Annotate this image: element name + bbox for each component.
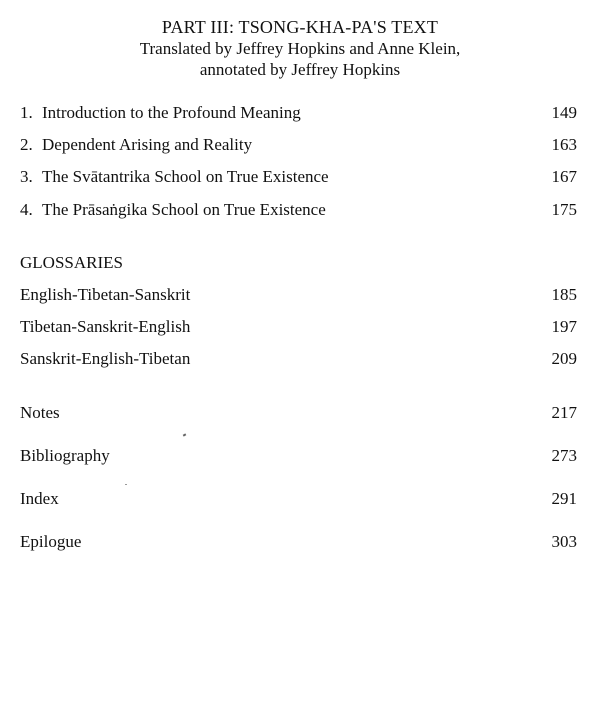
page-number: 149 (551, 103, 577, 122)
page-number: 209 (551, 349, 577, 368)
page-number: 163 (551, 135, 577, 154)
toc-entry-chapter-1[interactable] (20, 102, 577, 124)
toc-entry-chapter-4[interactable] (20, 199, 577, 221)
toc-entry-label (20, 166, 329, 188)
chapter-title: The Prāsaṅgika School on True Existence (42, 200, 326, 219)
toc-entry-chapter-2[interactable] (20, 134, 577, 156)
toc-entry-index[interactable] (20, 488, 577, 510)
toc-entry-glossary-tibetan[interactable] (20, 316, 577, 338)
page-number: 197 (551, 317, 577, 336)
annotator-line: annotated by Jeffrey Hopkins (199, 60, 401, 79)
glossary-title: Tibetan-Sanskrit-English (20, 317, 191, 336)
chapter-title: The Svātantrika School on True Existence (42, 167, 329, 186)
toc-entry-glossary-english[interactable] (20, 284, 577, 306)
back-matter-title: Bibliography (20, 446, 110, 465)
toc-entry-chapter-3[interactable] (20, 166, 577, 188)
scan-speck (183, 433, 187, 436)
page-number: 291 (551, 489, 577, 508)
toc-entry-bibliography[interactable] (20, 445, 577, 467)
toc-entry-label (20, 199, 326, 221)
page-number: 185 (551, 285, 577, 304)
translator-line: Translated by Jeffrey Hopkins and Anne Klein, (139, 39, 461, 58)
chapter-title: Dependent Arising and Reality (42, 135, 253, 154)
glossary-title: Sanskrit-English-Tibetan (20, 349, 191, 368)
page-number: 273 (551, 446, 577, 465)
page-number: 175 (551, 200, 577, 219)
part-header (0, 16, 600, 80)
page-number: 303 (551, 532, 577, 551)
chapter-number: 1. (20, 103, 33, 122)
back-matter-title: Epilogue (20, 532, 82, 551)
glossary-title: English-Tibetan-Sanskrit (20, 285, 191, 304)
glossaries-heading: GLOSSARIES (20, 253, 123, 272)
back-matter-title: Notes (20, 403, 60, 422)
chapter-number: 4. (20, 200, 33, 219)
part-title: PART III: TSONG-KHA-PA'S TEXT (161, 17, 439, 37)
toc-entry-epilogue[interactable] (20, 531, 577, 553)
page-number: 217 (551, 403, 577, 422)
toc-entry-label (20, 102, 301, 124)
chapter-number: 3. (20, 167, 33, 186)
toc-entry-glossary-sanskrit[interactable] (20, 348, 577, 370)
chapter-number: 2. (20, 135, 33, 154)
scan-speck (125, 484, 127, 485)
toc-entry-notes[interactable] (20, 402, 577, 424)
back-matter-title: Index (20, 489, 59, 508)
page-number: 167 (551, 167, 577, 186)
chapter-title: Introduction to the Profound Meaning (42, 103, 301, 122)
toc-entry-label (20, 134, 252, 156)
